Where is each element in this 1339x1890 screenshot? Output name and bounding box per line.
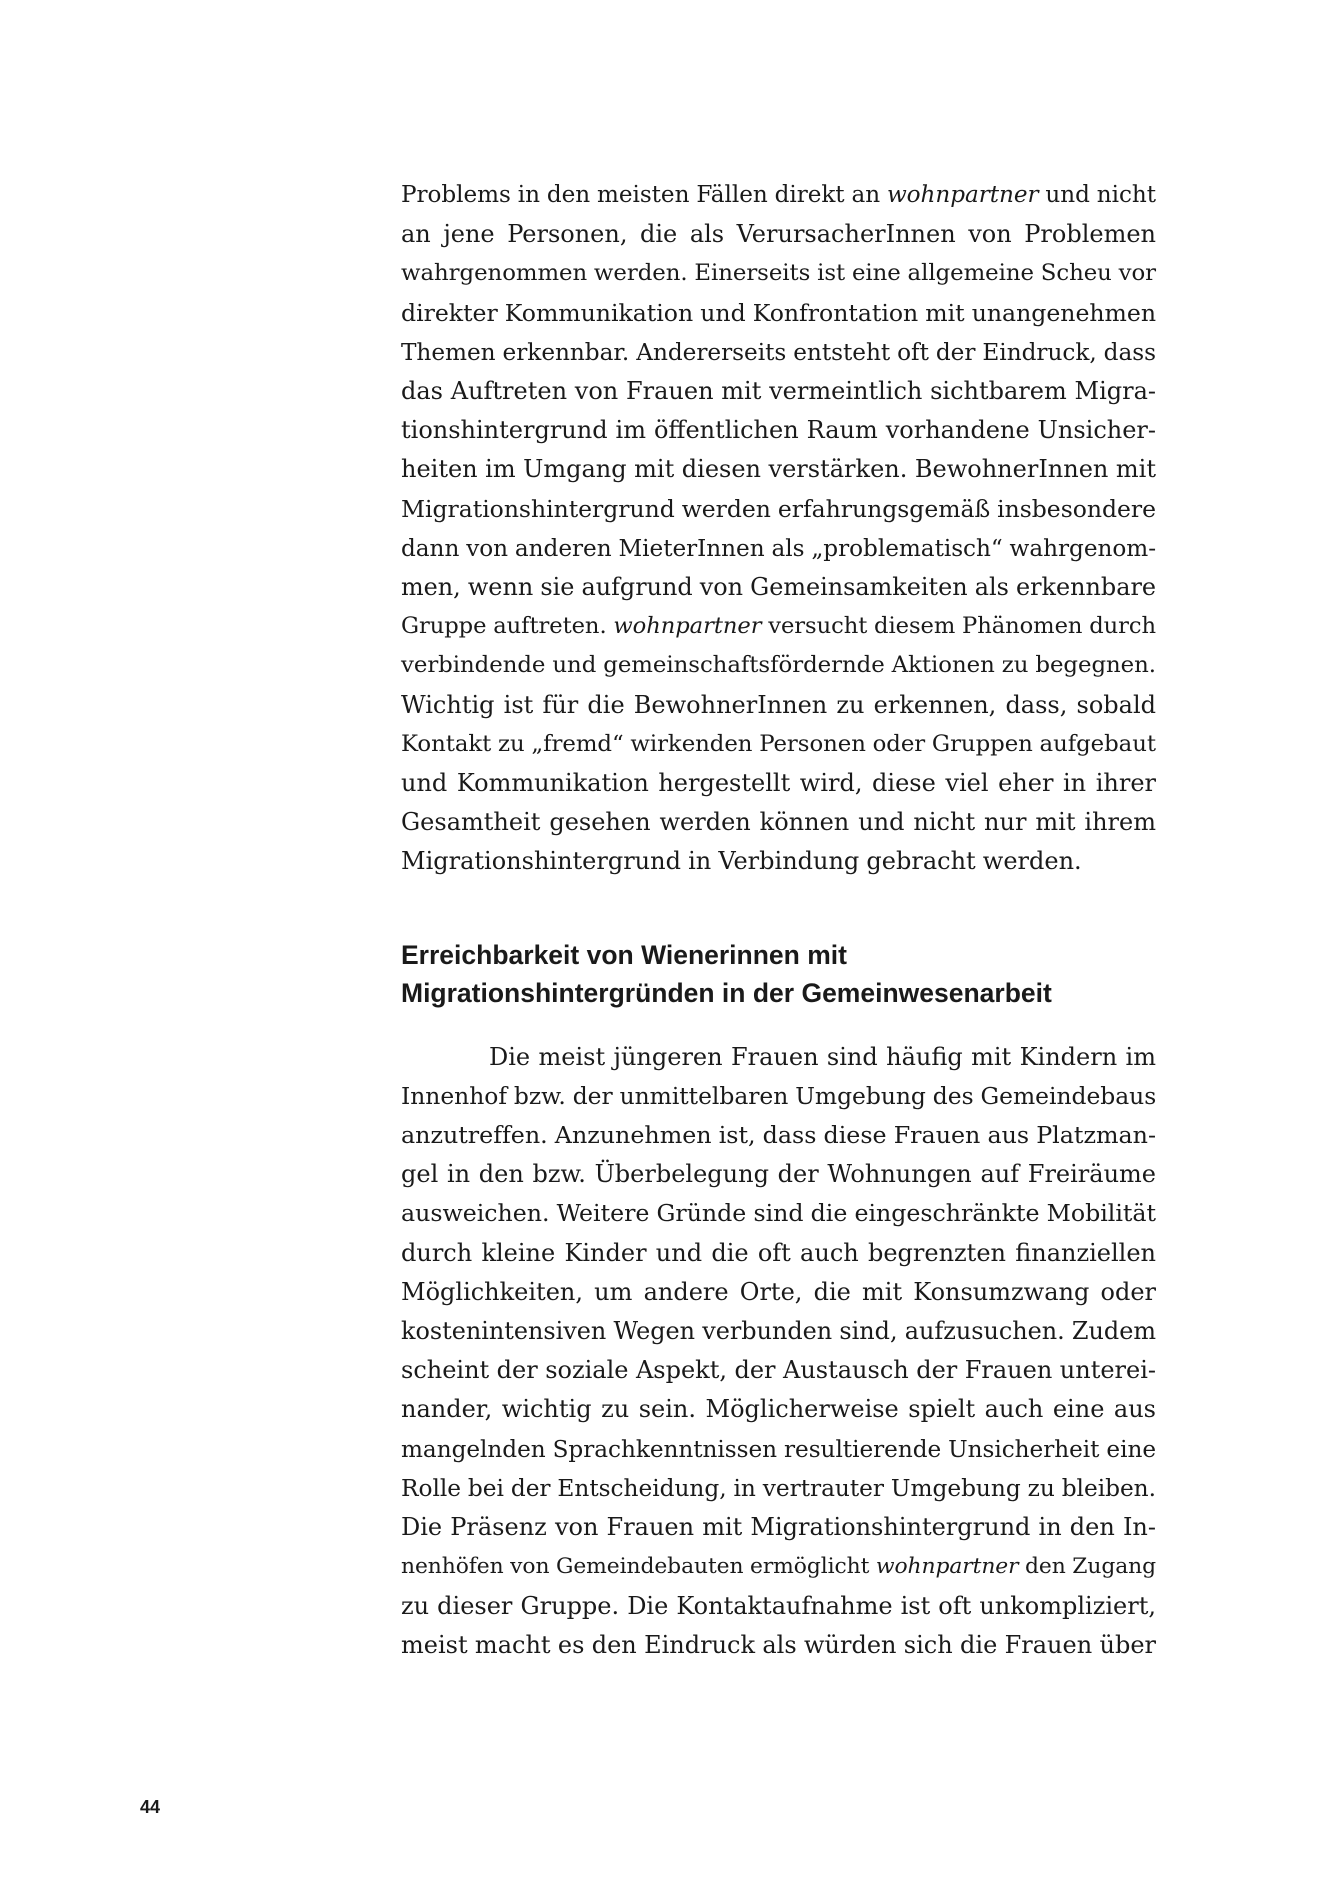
text-line: men, wenn sie aufgrund von Gemeinsamkeiten als erkennbare	[401, 573, 1156, 602]
text-line: und Kommunikation hergestellt wird, diese viel eher in ihrer	[401, 769, 1156, 798]
heading-line: Migrationshintergründen in der Gemeinwesenarbeit	[401, 977, 1052, 1008]
text-line: Die Präsenz von Frauen mit Migrationshintergrund in den In-	[401, 1513, 1156, 1542]
text-line: Die meist jüngeren Frauen sind häufig mit Kindern im	[489, 1042, 1156, 1071]
text-line: zu dieser Gruppe. Die Kontaktaufnahme ist oft unkompliziert,	[401, 1591, 1156, 1620]
text-line: meist macht es den Eindruck als würden sich die Frauen über	[401, 1630, 1156, 1659]
text-line: Wichtig ist für die BewohnerInnen zu erkennen, dass, sobald	[401, 690, 1156, 719]
text-line: scheint der soziale Aspekt, der Austausch der Frauen unterei-	[401, 1356, 1156, 1385]
text-line: Problems in den meisten Fällen direkt an wohnpartner und nicht	[401, 182, 1156, 208]
text-column	[401, 176, 1156, 1665]
text-line: ausweichen. Weitere Gründe sind die eingeschränkte Mobilität	[401, 1199, 1156, 1228]
text-line: nenhöfen von Gemeindebauten ermöglicht wohnpartner den Zugang	[401, 1554, 1156, 1580]
text-line: heiten im Umgang mit diesen verstärken. BewohnerInnen mit	[401, 455, 1156, 484]
text-line: Rolle bei der Entscheidung, in vertrauter Umgebung zu bleiben.	[401, 1474, 1156, 1502]
paragraph-1	[401, 176, 1156, 882]
text-line: verbindende und gemeinschaftsfördernde Aktionen zu begegnen.	[401, 652, 1156, 679]
text-line: Gruppe auftreten. wohnpartner versucht diesem Phänomen durch	[401, 613, 1156, 640]
heading-line: Erreichbarkeit von Wienerinnen mit	[401, 939, 847, 970]
text-line: gel in den bzw. Überbelegung der Wohnungen auf Freiräume	[401, 1160, 1156, 1189]
page-number: 44	[140, 1797, 161, 1817]
paragraph-2	[401, 1038, 1156, 1665]
text-line: tionshintergrund im öffentlichen Raum vorhandene Unsicher-	[401, 416, 1156, 445]
text-line: Innenhof bzw. der unmittelbaren Umgebung des Gemeindebaus	[401, 1081, 1157, 1110]
text-line: Gesamtheit gesehen werden können und nicht nur mit ihrem	[401, 808, 1156, 837]
text-line: nander, wichtig zu sein. Möglicherweise spielt auch eine aus	[401, 1395, 1156, 1424]
text-line: durch kleine Kinder und die oft auch begrenzten finanziellen	[401, 1238, 1156, 1267]
text-line: mangelnden Sprachkenntnissen resultierende Unsicherheit eine	[401, 1435, 1156, 1463]
text-line: dann von anderen MieterInnen als „problematisch“ wahrgenom-	[401, 534, 1156, 562]
text-line: das Auftreten von Frauen mit vermeintlich sichtbarem Migra-	[401, 377, 1156, 406]
text-line: an jene Personen, die als VerursacherInnen von Problemen	[401, 220, 1156, 249]
text-line: kostenintensiven Wegen verbunden sind, aufzusuchen. Zudem	[401, 1317, 1156, 1346]
text-line: Migrationshintergrund in Verbindung gebracht werden.	[401, 847, 1082, 876]
text-line: direkter Kommunikation und Konfrontation mit unangenehmen	[401, 298, 1156, 327]
section-heading	[401, 936, 1156, 1012]
text-line: Migrationshintergrund werden erfahrungsgemäß insbesondere	[401, 494, 1156, 523]
text-line: Kontakt zu „fremd“ wirkenden Personen oder Gruppen aufgebaut	[401, 730, 1156, 757]
text-line: wahrgenommen werden. Einerseits ist eine allgemeine Scheu vor	[401, 260, 1156, 287]
text-line: Möglichkeiten, um andere Orte, die mit Konsumzwang oder	[401, 1277, 1156, 1306]
text-line: Themen erkennbar. Andererseits entsteht oft der Eindruck, dass	[401, 338, 1156, 366]
text-line: anzutreffen. Anzunehmen ist, dass diese Frauen aus Platzman-	[401, 1121, 1156, 1150]
